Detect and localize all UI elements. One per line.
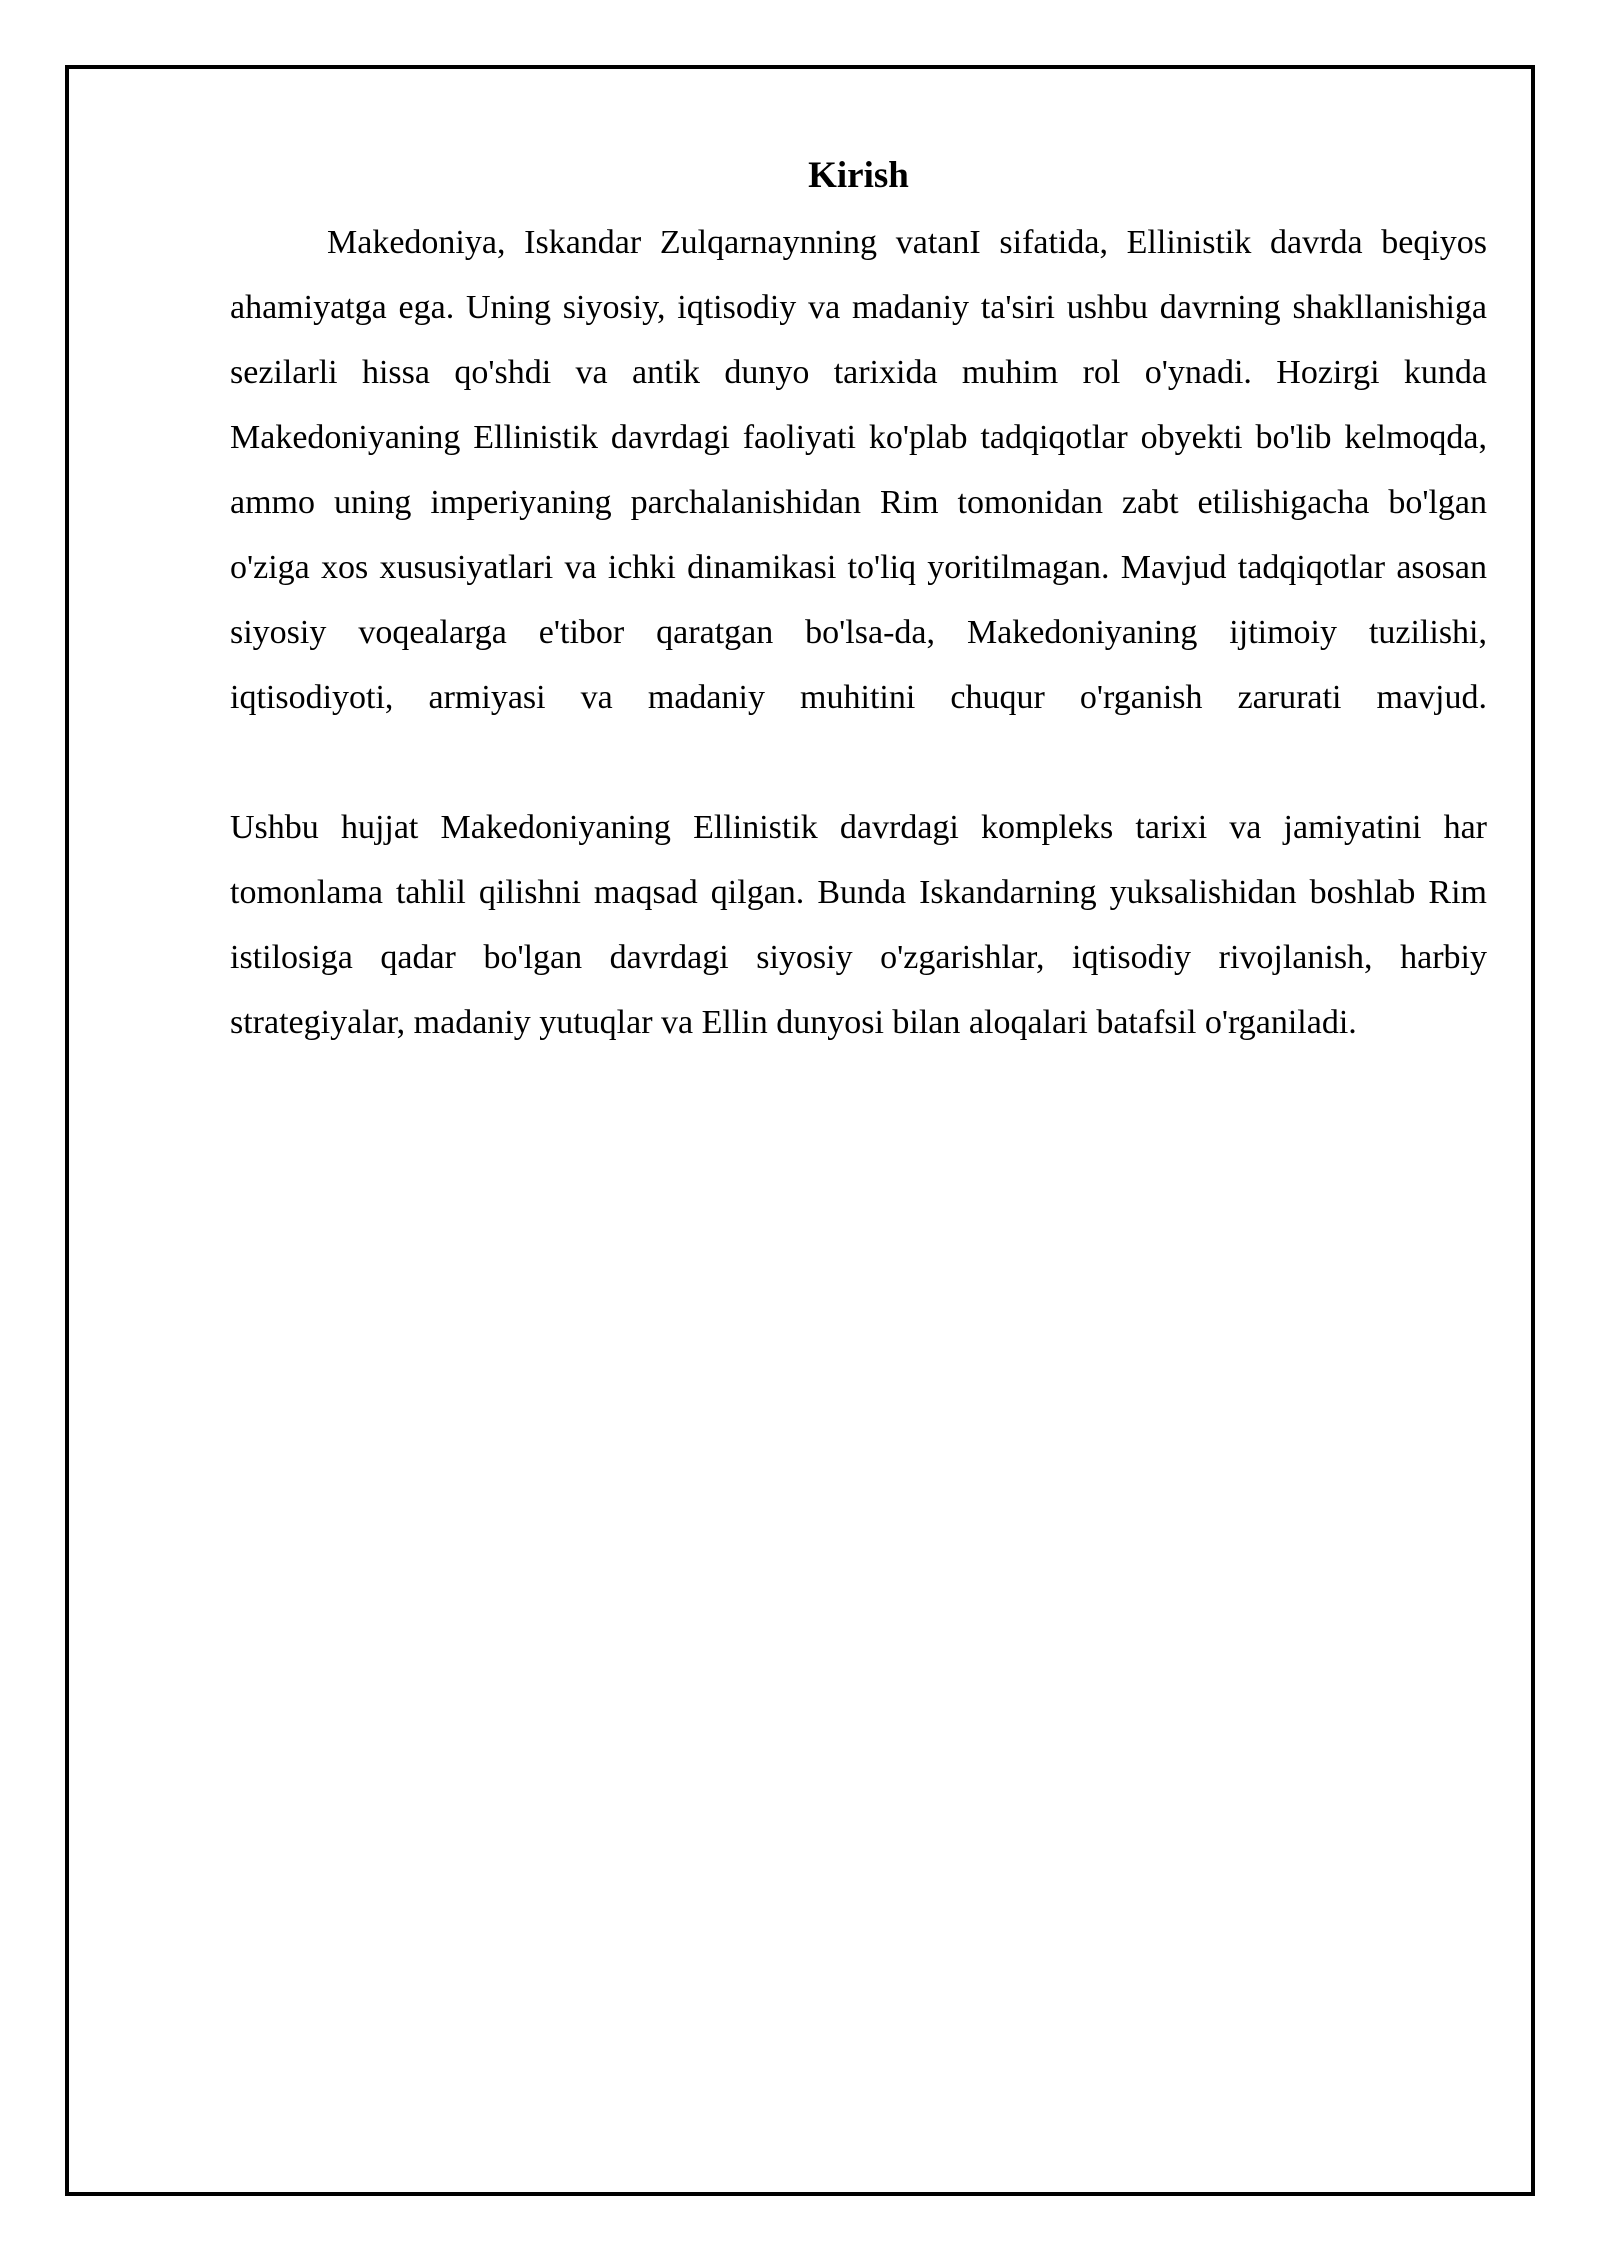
paragraph-2: Ushbu hujjat Makedoniyaning Ellinistik davrdagi kompleks tarixi va jamiyatini har tomonlama tahlil qilishni maqsad qilgan. Bunda Iskandarning yuksalishidan boshlab Rim istilosiga qadar bo'lgan davrdagi siyosiy o'zgarishlar, iqtisodiy rivojlanish, harbiy strategiyalar, madaniy yutuqlar va Ellin dunyosi bilan aloqalari batafsil o'rganiladi.: [230, 809, 1487, 1041]
document-body: [230, 150, 1487, 1055]
page-title: Kirish: [808, 155, 909, 196]
paragraph-1: Makedoniya, Iskandar Zulqarnaynning vatanI sifatida, Ellinistik davrda beqiyos ahamiyatga ega. Uning siyosiy, iqtisodiy va madaniy ta'siri ushbu davrning shakllanishiga sezilarli hissa qo'shdi va antik dunyo tarixida muhim rol o'ynadi. Hozirgi kunda Makedoniyaning Ellinistik davrdagi faoliyati ko'plab tadqiqotlar obyekti bo'lib kelmoqda, ammo uning imperiyaning parchalanishidan Rim tomonidan zabt etilishigacha bo'lgan o'ziga xos xususiyatlari va ichki dinamikasi to'liq yoritilmagan. Mavjud tadqiqotlar asosan siyosiy voqealarga e'tibor qaratgan bo'lsa-da, Makedoniyaning ijtimoiy tuzilishi, iqtisodiyoti, armiyasi va madaniy muhitini chuqur o'rganish zarurati mavjud.: [230, 224, 1487, 716]
